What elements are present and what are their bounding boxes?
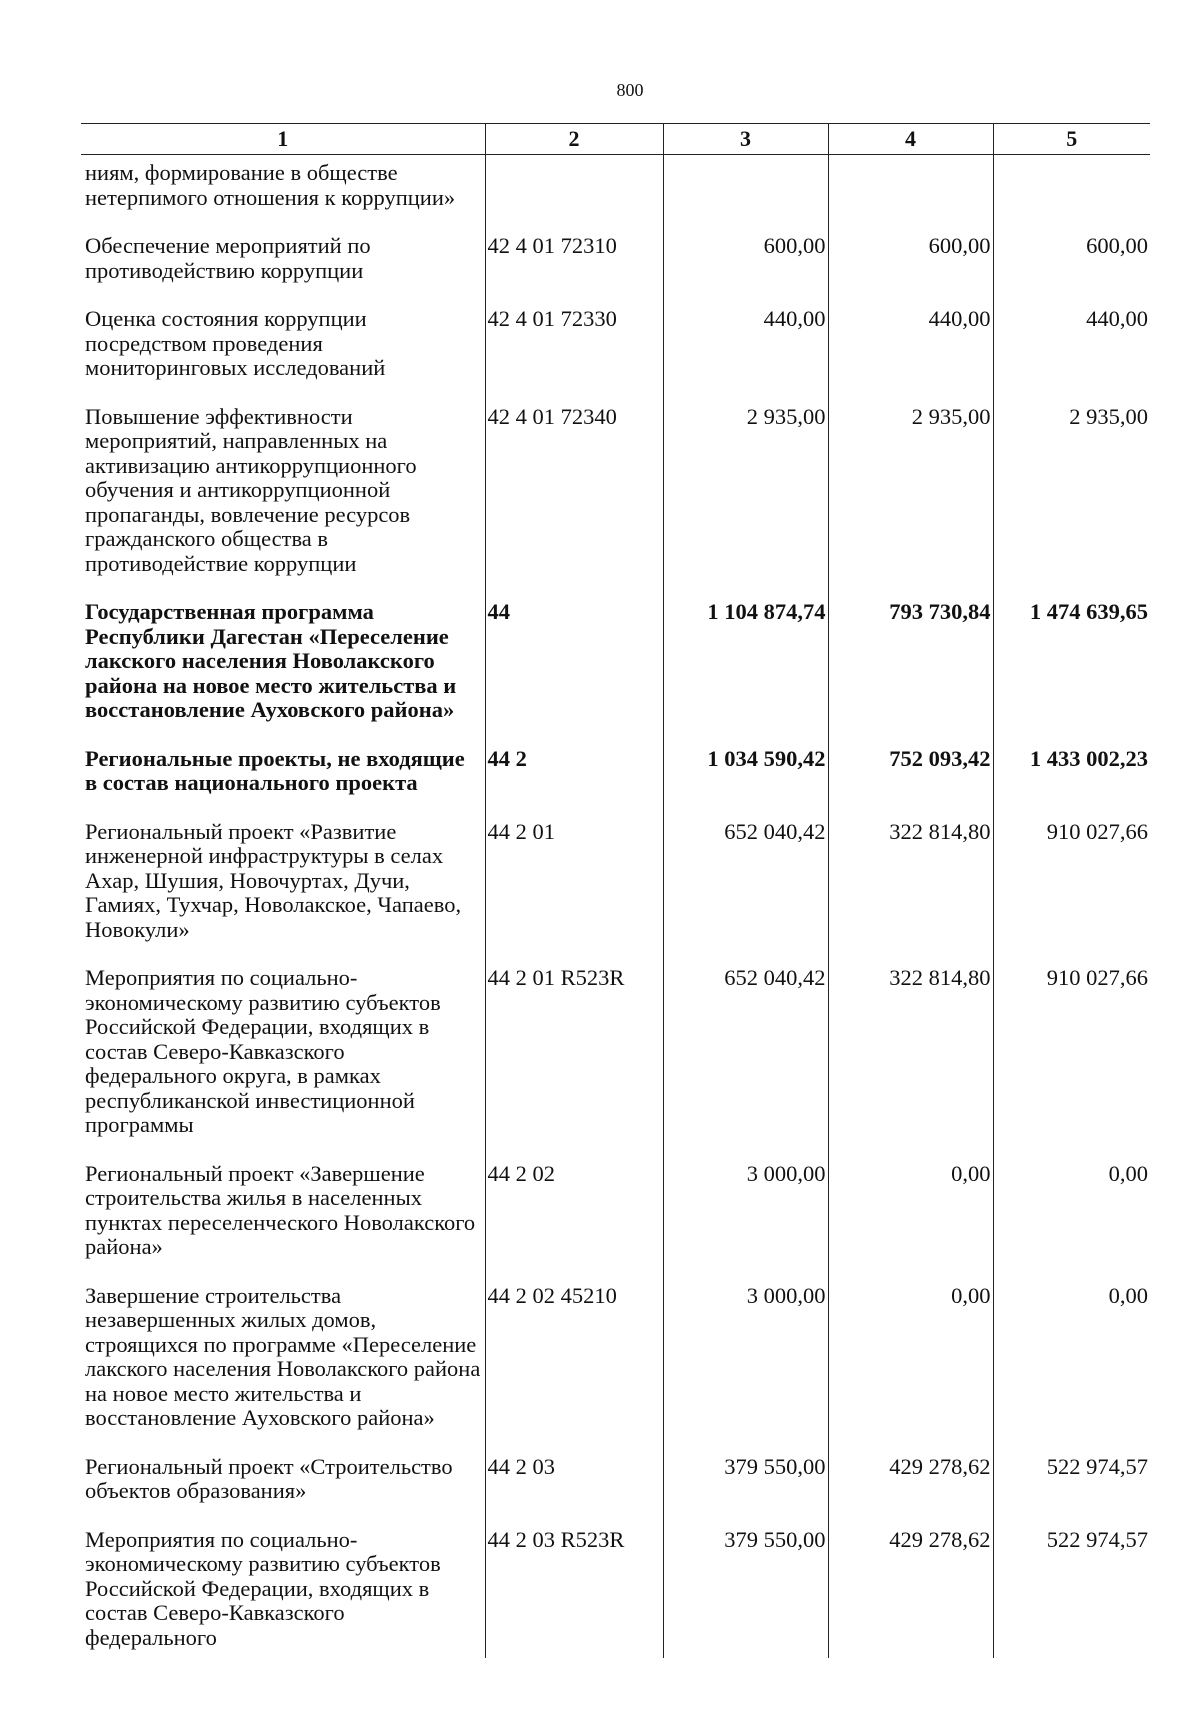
row-code: 44 2 03 R523R bbox=[485, 1528, 663, 1659]
row-value-col3: 3 000,00 bbox=[663, 1284, 828, 1455]
column-header-2: 2 bbox=[485, 124, 663, 155]
row-code: 44 2 03 bbox=[485, 1455, 663, 1528]
column-header-3: 3 bbox=[663, 124, 828, 155]
row-value-col3: 652 040,42 bbox=[663, 966, 828, 1162]
row-value-col3: 379 550,00 bbox=[663, 1528, 828, 1659]
row-value-col4: 322 814,80 bbox=[828, 820, 993, 967]
row-value-col5: 1 433 002,23 bbox=[993, 747, 1150, 820]
row-value-col4: 752 093,42 bbox=[828, 747, 993, 820]
row-value-col4: 2 935,00 bbox=[828, 405, 993, 601]
row-value-col3 bbox=[663, 155, 828, 235]
row-value-col4 bbox=[828, 155, 993, 235]
table-header bbox=[81, 124, 1150, 155]
header-row bbox=[81, 124, 1150, 155]
row-value-col5 bbox=[993, 155, 1150, 235]
row-value-col5: 440,00 bbox=[993, 307, 1150, 405]
row-code: 44 2 01 bbox=[485, 820, 663, 967]
row-name: Государственная программа Республики Дагестан «Переселение лакского населения Новолакского района на новое место жительства и восстановление Ауховского района» bbox=[85, 599, 457, 722]
table-row bbox=[81, 307, 1150, 405]
row-code: 44 2 02 45210 bbox=[485, 1284, 663, 1455]
row-value-col3: 379 550,00 bbox=[663, 1455, 828, 1528]
row-code: 44 2 02 bbox=[485, 1162, 663, 1284]
row-value-col5: 910 027,66 bbox=[993, 820, 1150, 967]
row-value-col5: 600,00 bbox=[993, 234, 1150, 307]
table-row bbox=[81, 747, 1150, 820]
row-value-col3: 600,00 bbox=[663, 234, 828, 307]
row-value-col4: 793 730,84 bbox=[828, 600, 993, 747]
row-value-col4: 0,00 bbox=[828, 1162, 993, 1284]
table-row bbox=[81, 600, 1150, 747]
row-code: 44 2 bbox=[485, 747, 663, 820]
row-name: Региональные проекты, не входящие в состав национального проекта bbox=[85, 745, 465, 795]
table-row bbox=[81, 405, 1150, 601]
row-value-col3: 440,00 bbox=[663, 307, 828, 405]
row-value-col5: 2 935,00 bbox=[993, 405, 1150, 601]
row-value-col5: 1 474 639,65 bbox=[993, 600, 1150, 747]
row-value-col3: 3 000,00 bbox=[663, 1162, 828, 1284]
column-header-5: 5 bbox=[993, 124, 1150, 155]
row-value-col5: 0,00 bbox=[993, 1162, 1150, 1284]
row-name: Обеспечение мероприятий по противодействию коррупции bbox=[85, 233, 371, 283]
row-name: Региональный проект «Строительство объектов образования» bbox=[85, 1453, 453, 1503]
row-name: Повышение эффективности мероприятий, направленных на активизацию антикоррупционного обучения и антикоррупционной пропаганды, вовлечение ресурсов гражданского общества в противодействие коррупции bbox=[85, 403, 417, 576]
column-header-1: 1 bbox=[81, 124, 485, 155]
row-value-col3: 2 935,00 bbox=[663, 405, 828, 601]
row-value-col3: 1 104 874,74 bbox=[663, 600, 828, 747]
row-name: Мероприятия по социально-экономическому развитию субъектов Российской Федерации, входящих в состав Северо-Кавказского федерального bbox=[85, 1526, 441, 1650]
table-row bbox=[81, 1284, 1150, 1455]
table-body bbox=[81, 155, 1150, 1659]
row-code: 42 4 01 72340 bbox=[485, 405, 663, 601]
row-value-col4: 429 278,62 bbox=[828, 1455, 993, 1528]
row-code: 42 4 01 72310 bbox=[485, 234, 663, 307]
column-header-4: 4 bbox=[828, 124, 993, 155]
table-row bbox=[81, 820, 1150, 967]
row-name: ниям, формирование в обществе нетерпимого отношения к коррупции» bbox=[85, 160, 456, 210]
row-value-col3: 1 034 590,42 bbox=[663, 747, 828, 820]
row-value-col5: 522 974,57 bbox=[993, 1528, 1150, 1659]
row-code: 44 2 01 R523R bbox=[485, 966, 663, 1162]
table-row bbox=[81, 234, 1150, 307]
table-row bbox=[81, 1162, 1150, 1284]
row-name: Региональный проект «Завершение строительства жилья в населенных пунктах переселенческого Новолакского района» bbox=[85, 1160, 476, 1259]
row-value-col4: 429 278,62 bbox=[828, 1528, 993, 1659]
row-value-col3: 652 040,42 bbox=[663, 820, 828, 967]
row-value-col4: 600,00 bbox=[828, 234, 993, 307]
table-row bbox=[81, 966, 1150, 1162]
table-row bbox=[81, 1528, 1150, 1659]
budget-table-container bbox=[81, 123, 1150, 1658]
row-code bbox=[485, 155, 663, 235]
row-code: 44 bbox=[485, 600, 663, 747]
row-value-col4: 0,00 bbox=[828, 1284, 993, 1455]
page-number: 800 bbox=[616, 80, 644, 100]
row-code: 42 4 01 72330 bbox=[485, 307, 663, 405]
table-row bbox=[81, 155, 1150, 235]
budget-table bbox=[81, 123, 1150, 1658]
row-value-col4: 440,00 bbox=[828, 307, 993, 405]
row-name: Региональный проект «Развитие инженерной инфраструктуры в селах Ахар, Шушия, Новочуртах, Дучи, Гамиях, Тухчар, Новолакское, Чапаево, Новокули» bbox=[85, 818, 462, 942]
row-name: Завершение строительства незавершенных жилых домов, строящихся по программе «Переселение лакского населения Новолакского района на новое место жительства и восстановление Ауховского района» bbox=[85, 1282, 481, 1430]
row-name: Оценка состояния коррупции посредством проведения мониторинговых исследований bbox=[85, 306, 386, 380]
row-name: Мероприятия по социально-экономическому развитию субъектов Российской Федерации, входящих в состав Северо-Кавказского федерального округа, в рамках республиканской инвестиционной программы bbox=[85, 965, 441, 1137]
row-value-col5: 0,00 bbox=[993, 1284, 1150, 1455]
row-value-col5: 910 027,66 bbox=[993, 966, 1150, 1162]
row-value-col4: 322 814,80 bbox=[828, 966, 993, 1162]
table-row bbox=[81, 1455, 1150, 1528]
row-value-col5: 522 974,57 bbox=[993, 1455, 1150, 1528]
